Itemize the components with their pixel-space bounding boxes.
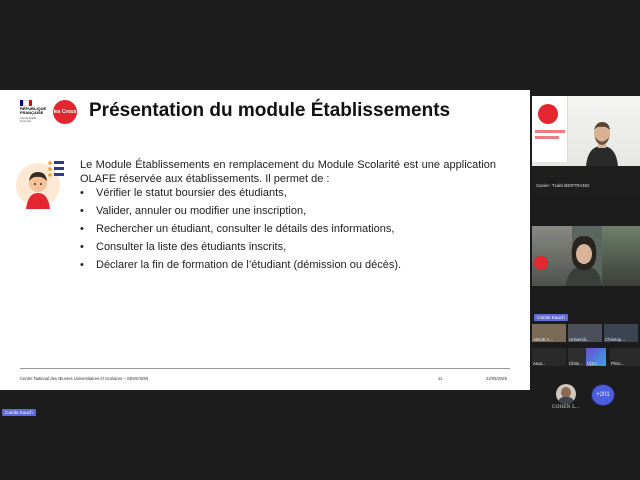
list-item: • Vérifier le statut boursier des étudiants,: [80, 187, 287, 199]
list-item: • Déclarer la fin de formation de l’étudiant (démission ou décès).: [80, 259, 402, 271]
participant-name: Anai...: [533, 361, 546, 366]
list-item: • Consulter la liste des étudiants inscrits,: [80, 241, 287, 253]
avatar[interactable]: [556, 384, 576, 404]
bullet-text: Valider, annuler ou modifier une inscription,: [96, 205, 307, 217]
crous-logo: les Crous: [53, 100, 77, 124]
active-speaker-label: Carole Kauch: [534, 314, 568, 321]
slide-footer-organization: Centre National des Œuvres Universitaires et Scolaires – SDVE/SDN: [20, 376, 149, 381]
participant-name: Universit...: [569, 337, 590, 342]
participant-video-person: [564, 230, 604, 286]
participant-thumbnail[interactable]: [568, 324, 602, 342]
crous-badge-icon: [534, 256, 548, 270]
slide-page-number: 11: [438, 376, 443, 381]
participant-video-person: [584, 114, 620, 166]
crous-poster: [532, 96, 568, 162]
footer-divider: [20, 368, 510, 369]
republique-motto: Liberté Égalité Fraternité: [20, 116, 37, 123]
republique-line-2: FRANÇAISE: [20, 110, 44, 116]
bullet-text: Vérifier le statut boursier des étudiants,: [96, 187, 287, 199]
bullet-text: Déclarer la fin de formation de l’étudiant (démission ou décès).: [96, 259, 402, 271]
slide-bullet-list: [80, 187, 500, 277]
list-item: • Valider, annuler ou modifier une inscription,: [80, 205, 307, 217]
bullet-text: Consulter la liste des étudiants inscrits,: [96, 241, 287, 253]
republique-line-1: RÉPUBLIQUE: [20, 106, 47, 111]
student-illustration-icon: [16, 155, 74, 213]
slide-intro-text: Le Module Établissements en remplacement du Module Scolarité est une application OLAFE réservée aux établissements. Il permet de :: [80, 159, 496, 185]
participant-name: AMUE A...: [533, 337, 554, 342]
slide-date: 22/05/2025: [486, 376, 507, 381]
participant-thumbnail[interactable]: [532, 348, 566, 366]
participant-name: Prisc...: [611, 361, 625, 366]
more-participants-button[interactable]: +201: [591, 384, 615, 406]
participant-video-tile[interactable]: [532, 96, 640, 196]
presenter-label: Carole Kauch: [2, 409, 36, 416]
participant-thumbnail[interactable]: [586, 348, 606, 366]
participant-thumbnail[interactable]: [610, 348, 640, 366]
participant-name: Christop...: [605, 337, 626, 342]
participant-name: COHEN L...: [552, 405, 580, 410]
slide-title: Présentation du module Établissements: [89, 100, 451, 121]
participant-video-tile-speaker[interactable]: [532, 226, 640, 286]
participant-name: V(ZA: [587, 361, 598, 366]
participant-thumbnail[interactable]: [532, 324, 566, 342]
participant-name: Chris...: [569, 361, 583, 366]
participant-thumbnail[interactable]: [604, 324, 638, 342]
list-item: • Rechercher un étudiant, consulter le détails des informations,: [80, 223, 395, 235]
bullet-text: Rechercher un étudiant, consulter le détails des informations,: [96, 223, 395, 235]
republique-francaise-logo: [20, 100, 48, 128]
participant-name: Xavier- Txabi BERTRAND: [536, 183, 590, 188]
